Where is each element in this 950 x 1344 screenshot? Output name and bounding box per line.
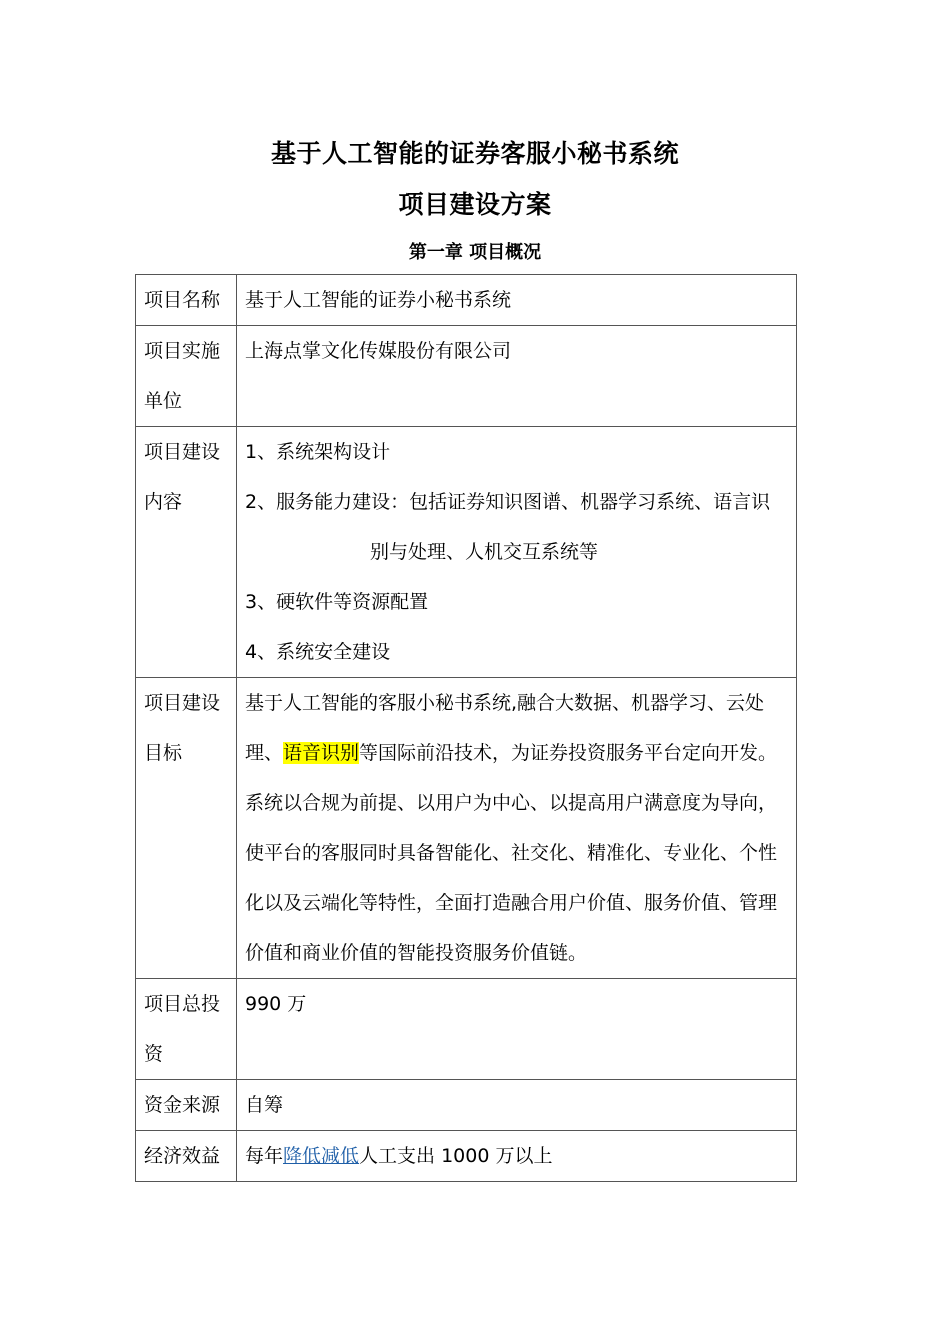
value-economic-benefit: 每年降低减低人工支出 1000 万以上 xyxy=(237,1131,797,1182)
table-row-funding xyxy=(136,1080,797,1131)
project-overview-table xyxy=(135,274,797,1182)
table-row-name xyxy=(136,275,797,326)
label-funding-source: 资金来源 xyxy=(136,1080,237,1131)
content-item-4: 4、系统安全建设 xyxy=(245,641,391,663)
content-item-2: 2、服务能力建设：包括证券知识图谱、机器学习系统、语言识 xyxy=(245,491,771,513)
value-construction-goal: 基于人工智能的客服小秘书系统,融合大数据、机器学习、云处 理、语音识别等国际前沿技术，为证券投资服务平台定向开发。 系统以合规为前提、以用户为中心、以提高用户满意度为导向， 使平台的客服同时具备智能化、社交化、精准化、专业化、个性 化以及云端化等特性，全面打造融合用户价值、服务价值、管理 价值和商业价值的智能投资服务价值链。 xyxy=(237,678,797,979)
label-implementing-unit: 项目实施 单位 xyxy=(136,326,237,427)
table-row-investment xyxy=(136,979,797,1080)
label-construction-goal: 项目建设 目标 xyxy=(136,678,237,979)
value-funding-source: 自筹 xyxy=(237,1080,797,1131)
label-economic-benefit: 经济效益 xyxy=(136,1131,237,1182)
hyperlink-text[interactable]: 降低减低 xyxy=(283,1145,360,1167)
label-construction-content: 项目建设 内容 xyxy=(136,427,237,678)
table-row-content xyxy=(136,427,797,678)
content-item-1: 1、系统架构设计 xyxy=(245,441,391,463)
document-title: 基于人工智能的证券客服小秘书系统 xyxy=(270,139,679,168)
table-row-benefit xyxy=(136,1131,797,1182)
content-item-2-cont: 别与处理、人机交互系统等 xyxy=(370,541,599,563)
value-construction-content xyxy=(237,427,797,678)
document-subtitle: 项目建设方案 xyxy=(398,190,552,219)
value-total-investment: 990 万 xyxy=(237,979,797,1080)
content-item-3: 3、硬软件等资源配置 xyxy=(245,591,429,613)
value-implementing-unit: 上海点掌文化传媒股份有限公司 xyxy=(237,326,797,427)
chapter-heading: 第一章 项目概况 xyxy=(408,242,542,263)
value-project-name: 基于人工智能的证券小秘书系统 xyxy=(237,275,797,326)
label-total-investment: 项目总投 资 xyxy=(136,979,237,1080)
table-row-unit xyxy=(136,326,797,427)
label-project-name: 项目名称 xyxy=(136,275,237,326)
highlighted-text: 语音识别 xyxy=(283,742,360,764)
table-row-goal xyxy=(136,678,797,979)
